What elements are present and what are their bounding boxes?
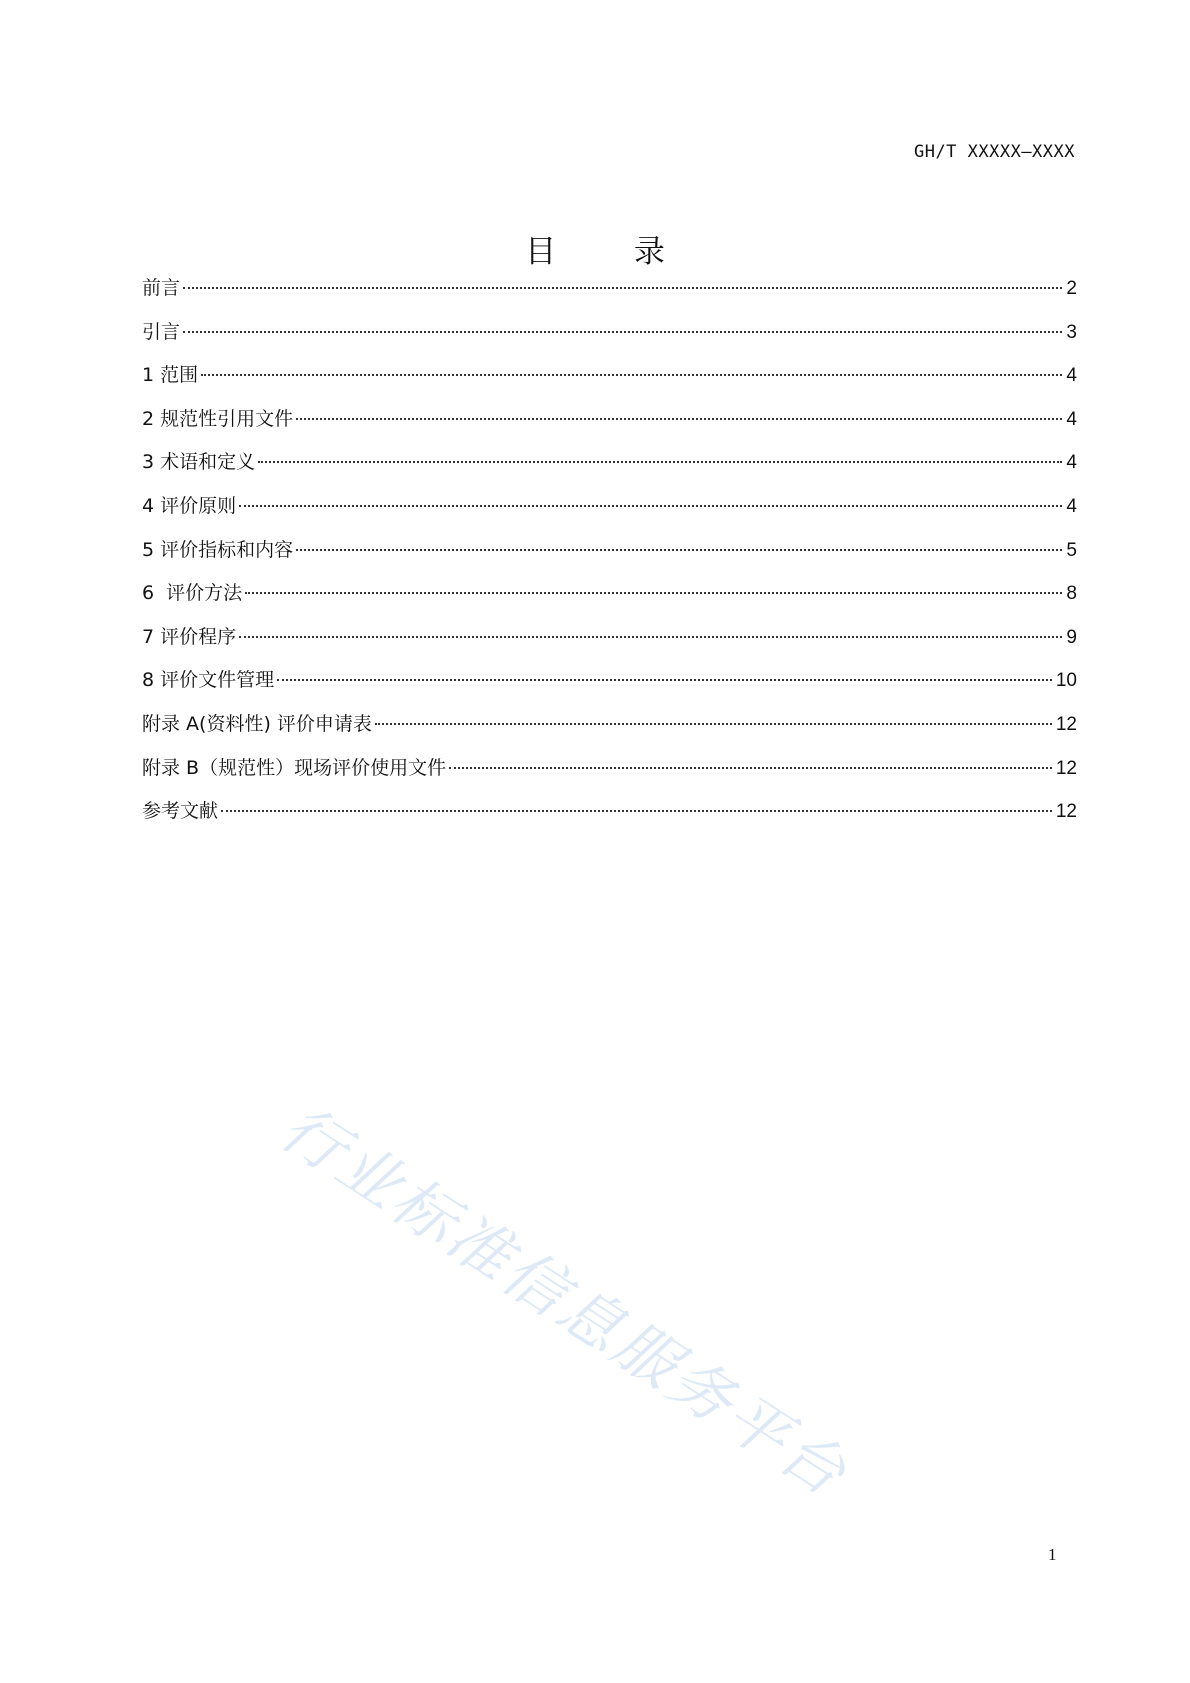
toc-entry-evaluation-procedure[interactable]: [142, 625, 1077, 669]
toc-entry-label: 6 评价方法: [142, 582, 243, 605]
toc-entry-bibliography[interactable]: [142, 799, 1077, 843]
toc-entry-page: 12: [1055, 713, 1077, 735]
toc-entry-page: 10: [1055, 670, 1077, 692]
toc-entry-label: 3 术语和定义: [142, 451, 256, 474]
toc-entry-page: 5: [1066, 539, 1077, 561]
toc-entry-page: 4: [1066, 495, 1077, 517]
toc-entry-label: 5 评价指标和内容: [142, 538, 294, 561]
page-number: 1: [1048, 1545, 1057, 1564]
toc-leader-dots: [239, 505, 1062, 507]
toc-entry-page: 2: [1066, 278, 1077, 299]
toc-entry-page: 3: [1066, 321, 1077, 343]
toc-entry-scope[interactable]: [142, 363, 1077, 407]
toc-entry-label: 引言: [142, 320, 181, 343]
toc-entry-label: 附录 A(资料性) 评价申请表: [142, 712, 372, 735]
toc-leader-dots: [245, 592, 1062, 594]
toc-entry-evaluation-methods[interactable]: [142, 581, 1077, 625]
toc-entry-page: 4: [1066, 408, 1077, 430]
toc-leader-dots: [277, 679, 1052, 681]
toc-leader-dots: [258, 461, 1062, 463]
toc-entry-label: 8 评价文件管理: [142, 669, 275, 692]
toc-leader-dots: [375, 723, 1052, 725]
toc-leader-dots: [296, 418, 1062, 420]
toc-entry-appendix-a[interactable]: [142, 712, 1077, 756]
toc-entry-page: 8: [1066, 583, 1077, 605]
toc-entry-label: 附录 B（规范性）现场评价使用文件: [142, 756, 447, 779]
toc-entry-introduction[interactable]: [142, 320, 1077, 364]
toc-entry-document-management[interactable]: [142, 668, 1077, 712]
toc-leader-dots: [183, 287, 1062, 289]
table-of-contents: [142, 276, 1077, 843]
toc-leader-dots: [239, 636, 1062, 638]
toc-entry-page: 12: [1055, 801, 1077, 823]
toc-leader-dots: [296, 549, 1062, 551]
watermark-text: 行业标准信息服务平台: [268, 1090, 862, 1512]
toc-entry-label: 前言: [142, 277, 181, 299]
toc-entry-foreword[interactable]: [142, 276, 1077, 320]
toc-leader-dots: [221, 810, 1052, 812]
toc-entry-label: 4 评价原则: [142, 494, 237, 517]
toc-title: 目 录: [525, 234, 699, 270]
toc-entry-page: 12: [1055, 757, 1077, 779]
toc-entry-label: 2 规范性引用文件: [142, 407, 294, 430]
toc-entry-terms-definitions[interactable]: [142, 450, 1077, 494]
toc-leader-dots: [183, 331, 1062, 333]
toc-leader-dots: [201, 374, 1062, 376]
toc-entry-evaluation-principles[interactable]: [142, 494, 1077, 538]
toc-entry-appendix-b[interactable]: [142, 756, 1077, 800]
toc-entry-page: 4: [1066, 365, 1077, 387]
toc-entry-normative-references[interactable]: [142, 407, 1077, 451]
toc-entry-label: 7 评价程序: [142, 625, 237, 648]
toc-entry-evaluation-indicators[interactable]: [142, 538, 1077, 582]
document-code: GH/T XXXXX—XXXX: [913, 142, 1075, 162]
toc-entry-label: 1 范围: [142, 364, 199, 387]
toc-entry-label: 参考文献: [142, 800, 219, 823]
toc-leader-dots: [449, 767, 1052, 769]
toc-entry-page: 4: [1066, 452, 1077, 474]
toc-entry-page: 9: [1066, 626, 1077, 648]
